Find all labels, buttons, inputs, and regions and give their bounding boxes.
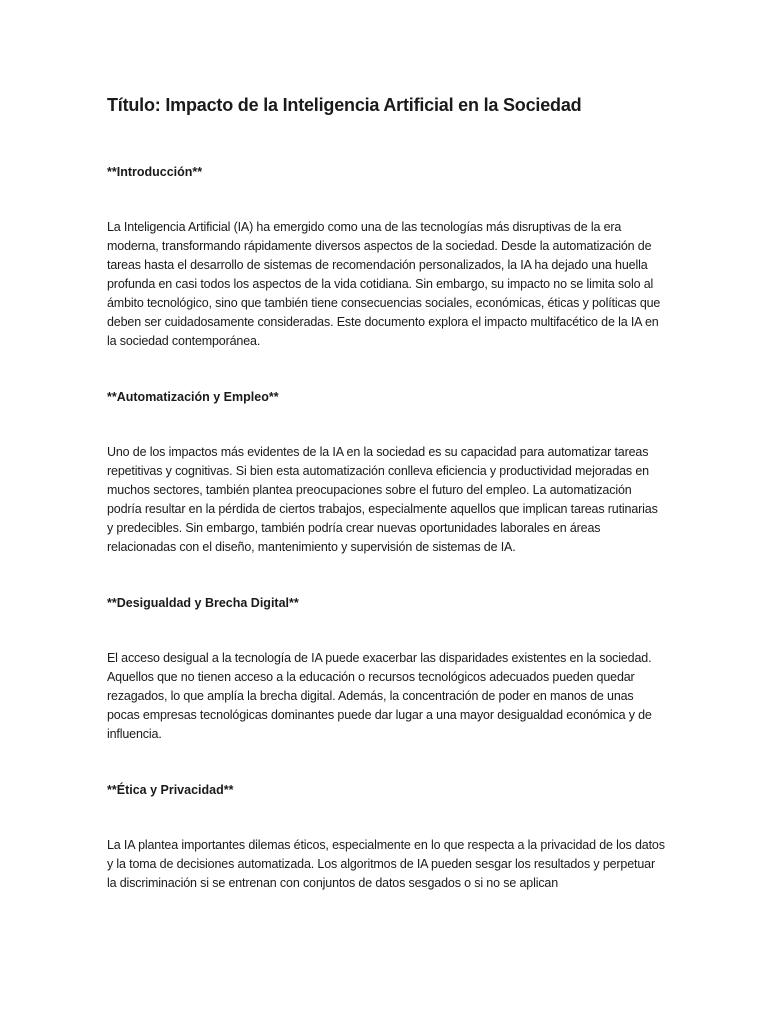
- section-heading-desigualdad: **Desigualdad y Brecha Digital**: [107, 596, 299, 610]
- section-heading-automatizacion: **Automatización y Empleo**: [107, 390, 279, 404]
- document-title: Título: Impacto de la Inteligencia Artificial en la Sociedad: [107, 95, 582, 115]
- paragraph-etica: La IA plantea importantes dilemas éticos, especialmente en lo que respecta a la privacidad de los datos y la toma de decisiones automatizada. Los algoritmos de IA pueden sesgar los resultados y perpetuar la discriminación si se entrenan con conjuntos de datos sesgados o si no se aplican: [107, 838, 665, 890]
- paragraph-introduccion: La Inteligencia Artificial (IA) ha emergido como una de las tecnologías más disruptivas de la era moderna, transformando rápidamente diversos aspectos de la sociedad. Desde la automatización de tareas hasta el desarrollo de sistemas de recomendación personalizados, la IA ha dejado una huella profunda en casi todos los aspectos de la vida cotidiana. Sin embargo, su impacto no se limita solo al ámbito tecnológico, sino que también tiene consecuencias sociales, económicas, éticas y políticas que deben ser cuidadosamente consideradas. Este documento explora el impacto multifacético de la IA en la sociedad contemporánea.: [107, 220, 661, 348]
- section-heading-introduccion: **Introducción**: [107, 165, 203, 179]
- paragraph-desigualdad: El acceso desigual a la tecnología de IA puede exacerbar las disparidades existentes en la sociedad. Aquellos que no tienen acceso a la educación o recursos tecnológicos adecuados pueden quedar rezagados, lo que amplía la brecha digital. Además, la concentración de poder en manos de unas pocas empresas tecnológicas dominantes puede dar lugar a una mayor desigualdad económica y de influencia.: [107, 651, 652, 741]
- section-heading-etica: **Ética y Privacidad**: [107, 783, 234, 797]
- paragraph-automatizacion: Uno de los impactos más evidentes de la IA en la sociedad es su capacidad para automatizar tareas repetitivas y cognitivas. Si bien esta automatización conlleva eficiencia y productividad mejoradas en muchos sectores, también plantea preocupaciones sobre el futuro del empleo. La automatización podría resultar en la pérdida de ciertos trabajos, especialmente aquellos que implican tareas rutinarias y predecibles. Sin embargo, también podría crear nuevas oportunidades laborales en áreas relacionadas con el diseño, mantenimiento y supervisión de sistemas de IA.: [107, 445, 658, 554]
- document-content: [107, 94, 667, 930]
